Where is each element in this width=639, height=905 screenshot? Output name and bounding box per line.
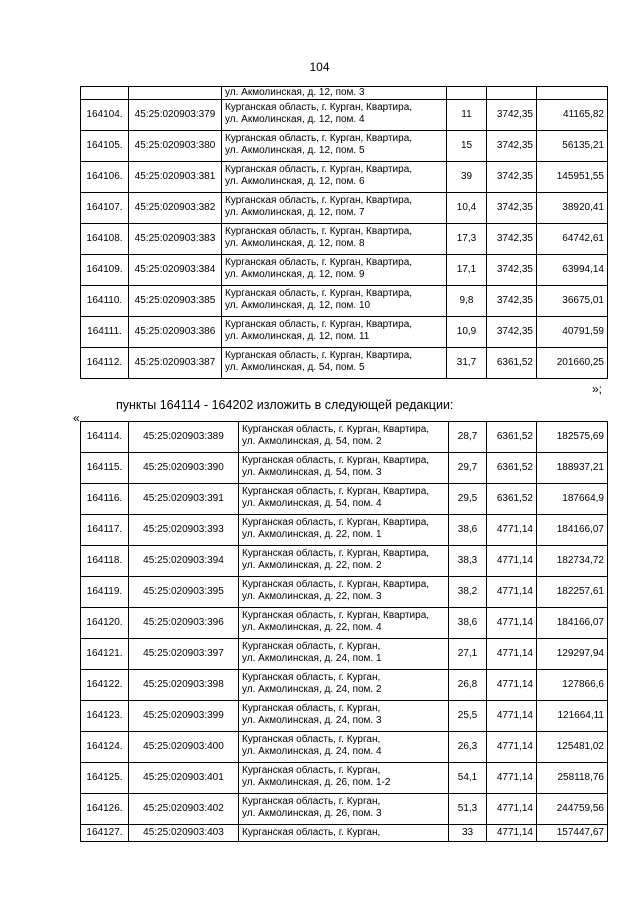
cell-address [222, 131, 447, 162]
address-line-2: ул. Акмолинская, д. 12, пом. 7 [225, 207, 365, 218]
table-row [81, 484, 608, 515]
cell-total: 182257,61 [537, 577, 608, 608]
address-line-1: Курганская область, г. Курган, Квартира, [225, 288, 413, 299]
cell-number: 164120. [81, 608, 129, 639]
address-line-1: Курганская область, г. Курган, Квартира, [225, 164, 413, 175]
cell-total: 56135,21 [537, 131, 608, 162]
table-row [81, 577, 608, 608]
address-line-1: Курганская область, г. Курган, Квартира, [225, 226, 413, 237]
cell-cadastral: 45:25:020903:403 [129, 825, 239, 842]
cell-area: 26,3 [449, 732, 487, 763]
cell-cadastral: 45:25:020903:393 [129, 515, 239, 546]
cell-address [239, 577, 449, 608]
cell-number: 164117. [81, 515, 129, 546]
cell-unit-cost: 6361,52 [487, 348, 537, 379]
cell-total: 182734,72 [537, 546, 608, 577]
cell-unit-cost: 4771,14 [487, 701, 537, 732]
address-line-1: Курганская область, г. Курган, [242, 641, 381, 652]
cell-area: 51,3 [449, 794, 487, 825]
amendment-instruction: пункты 164114 - 164202 изложить в следующей редакции: [116, 398, 454, 412]
table-row [81, 453, 608, 484]
cell-unit-cost: 3742,35 [487, 162, 537, 193]
cell-unit-cost: 4771,14 [487, 546, 537, 577]
cell-total: 36675,01 [537, 286, 608, 317]
cell-cadastral: 45:25:020903:386 [129, 317, 222, 348]
cell-cadastral: 45:25:020903:397 [129, 639, 239, 670]
cell-cadastral: 45:25:020903:398 [129, 670, 239, 701]
table-row [81, 100, 608, 131]
cell-address [239, 825, 449, 842]
cell-address [222, 255, 447, 286]
cell-area: 17,1 [447, 255, 487, 286]
cell-area: 33 [449, 825, 487, 842]
address-line-2: ул. Акмолинская, д. 22, пом. 4 [242, 622, 382, 633]
table-row [81, 193, 608, 224]
address-line-2: ул. Акмолинская, д. 12, пом. 4 [225, 114, 365, 125]
address-line-2: ул. Акмолинская, д. 26, пом. 3 [242, 808, 382, 819]
cell-cadastral: 45:25:020903:380 [129, 131, 222, 162]
address-line-2: ул. Акмолинская, д. 12, пом. 3 [225, 87, 365, 98]
address-line-2: ул. Акмолинская, д. 54, пом. 3 [242, 467, 382, 478]
cell-unit-cost [487, 87, 537, 100]
cell-number: 164104. [81, 100, 129, 131]
cell-address [239, 670, 449, 701]
cell-cadastral: 45:25:020903:396 [129, 608, 239, 639]
cell-address [239, 732, 449, 763]
address-line-1: Курганская область, г. Курган, Квартира, [242, 517, 430, 528]
cell-cadastral: 45:25:020903:394 [129, 546, 239, 577]
cell-unit-cost: 3742,35 [487, 317, 537, 348]
cell-number: 164105. [81, 131, 129, 162]
cell-number: 164125. [81, 763, 129, 794]
table-row [81, 162, 608, 193]
cell-area: 31,7 [447, 348, 487, 379]
cell-unit-cost: 3742,35 [487, 193, 537, 224]
cell-address [239, 794, 449, 825]
cell-number: 164124. [81, 732, 129, 763]
cell-area: 54,1 [449, 763, 487, 794]
address-line-1: Курганская область, г. Курган, Квартира, [242, 579, 430, 590]
cell-unit-cost: 3742,35 [487, 131, 537, 162]
cell-address [222, 100, 447, 131]
table-row [81, 422, 608, 453]
address-line-1: Курганская область, г. Курган, [242, 672, 381, 683]
cell-cadastral: 45:25:020903:399 [129, 701, 239, 732]
address-line-2: ул. Акмолинская, д. 54, пом. 5 [225, 362, 365, 373]
cell-total: 63994,14 [537, 255, 608, 286]
address-line-2: ул. Акмолинская, д. 24, пом. 3 [242, 715, 382, 726]
cell-total: 187664,9 [537, 484, 608, 515]
property-table-amended [80, 421, 608, 842]
closing-quote: »; [592, 382, 603, 396]
cell-unit-cost: 6361,52 [487, 453, 537, 484]
cell-total: 38920,41 [537, 193, 608, 224]
cell-total: 40791,59 [537, 317, 608, 348]
cell-unit-cost: 6361,52 [487, 484, 537, 515]
cell-number: 164119. [81, 577, 129, 608]
table-row [81, 732, 608, 763]
address-line-1: Курганская область, г. Курган, Квартира, [225, 102, 413, 113]
table-row [81, 317, 608, 348]
address-line-1: Курганская область, г. Курган, [242, 703, 381, 714]
cell-number: 164107. [81, 193, 129, 224]
cell-area: 29,5 [449, 484, 487, 515]
cell-cadastral: 45:25:020903:385 [129, 286, 222, 317]
table-row [81, 224, 608, 255]
cell-address [222, 224, 447, 255]
cell-cadastral: 45:25:020903:401 [129, 763, 239, 794]
cell-area: 39 [447, 162, 487, 193]
table-row [81, 131, 608, 162]
cell-area: 28,7 [449, 422, 487, 453]
cell-unit-cost: 4771,14 [487, 732, 537, 763]
cell-cadastral: 45:25:020903:395 [129, 577, 239, 608]
cell-cadastral: 45:25:020903:391 [129, 484, 239, 515]
address-line-2: ул. Акмолинская, д. 12, пом. 6 [225, 176, 365, 187]
cell-area: 10,9 [447, 317, 487, 348]
cell-total: 184166,07 [537, 608, 608, 639]
address-line-1: Курганская область, г. Курган, Квартира, [225, 133, 413, 144]
cell-number: 164123. [81, 701, 129, 732]
cell-number: 164112. [81, 348, 129, 379]
cell-number: 164126. [81, 794, 129, 825]
address-line-1: Курганская область, г. Курган, [242, 734, 381, 745]
address-line-2: ул. Акмолинская, д. 24, пом. 2 [242, 684, 382, 695]
cell-address [222, 348, 447, 379]
address-line-1: Курганская область, г. Курган, Квартира, [225, 350, 413, 361]
table-row [81, 286, 608, 317]
cell-address [239, 515, 449, 546]
address-line-2: ул. Акмолинская, д. 24, пом. 1 [242, 653, 382, 664]
address-line-2: ул. Акмолинская, д. 12, пом. 8 [225, 238, 365, 249]
table-row [81, 546, 608, 577]
address-line-1: Курганская область, г. Курган, [242, 796, 381, 807]
address-line-1: Курганская область, г. Курган, Квартира, [225, 319, 413, 330]
cell-address [222, 162, 447, 193]
table-row-continuation [81, 87, 608, 100]
table-row [81, 255, 608, 286]
cell-address [239, 546, 449, 577]
cell-cadastral [129, 87, 222, 100]
address-line-2: ул. Акмолинская, д. 12, пом. 10 [225, 300, 371, 311]
cell-area: 11 [447, 100, 487, 131]
address-line-2: ул. Акмолинская, д. 22, пом. 1 [242, 529, 382, 540]
cell-area: 29,7 [449, 453, 487, 484]
cell-cadastral: 45:25:020903:389 [129, 422, 239, 453]
address-line-2: ул. Акмолинская, д. 54, пом. 4 [242, 498, 382, 509]
cell-cadastral: 45:25:020903:400 [129, 732, 239, 763]
cell-address [239, 453, 449, 484]
cell-number: 164110. [81, 286, 129, 317]
cell-area: 17,3 [447, 224, 487, 255]
cell-total: 145951,55 [537, 162, 608, 193]
cell-total: 184166,07 [537, 515, 608, 546]
cell-number: 164115. [81, 453, 129, 484]
cell-area: 10,4 [447, 193, 487, 224]
address-line-1: Курганская область, г. Курган, Квартира, [225, 257, 413, 268]
cell-number: 164127. [81, 825, 129, 842]
table-row [81, 639, 608, 670]
cell-unit-cost: 3742,35 [487, 255, 537, 286]
cell-total: 244759,56 [537, 794, 608, 825]
address-line-2: ул. Акмолинская, д. 12, пом. 11 [225, 331, 370, 342]
cell-unit-cost: 4771,14 [487, 515, 537, 546]
cell-total: 157447,67 [537, 825, 608, 842]
cell-area: 9,8 [447, 286, 487, 317]
address-line-1: Курганская область, г. Курган, Квартира, [242, 486, 430, 497]
cell-cadastral: 45:25:020903:381 [129, 162, 222, 193]
cell-address [222, 193, 447, 224]
address-line-1: Курганская область, г. Курган, Квартира, [242, 424, 430, 435]
table-row [81, 608, 608, 639]
cell-number: 164116. [81, 484, 129, 515]
cell-area: 27,1 [449, 639, 487, 670]
address-line-1: Курганская область, г. Курган, [242, 765, 381, 776]
cell-unit-cost: 4771,14 [487, 794, 537, 825]
cell-number: 164111. [81, 317, 129, 348]
cell-unit-cost: 4771,14 [487, 608, 537, 639]
cell-address [239, 422, 449, 453]
cell-cadastral: 45:25:020903:383 [129, 224, 222, 255]
cell-address [239, 639, 449, 670]
cell-total [537, 87, 608, 100]
address-line-2: ул. Акмолинская, д. 26, пом. 1-2 [242, 777, 391, 788]
cell-total: 129297,94 [537, 639, 608, 670]
cell-number: 164118. [81, 546, 129, 577]
cell-number [81, 87, 129, 100]
cell-number: 164114. [81, 422, 129, 453]
address-line-1: Курганская область, г. Курган, [242, 827, 381, 838]
table-row [81, 515, 608, 546]
cell-unit-cost: 3742,35 [487, 286, 537, 317]
cell-total: 121664,11 [537, 701, 608, 732]
cell-total: 182575,69 [537, 422, 608, 453]
cell-cadastral: 45:25:020903:387 [129, 348, 222, 379]
cell-address [239, 484, 449, 515]
address-line-1: Курганская область, г. Курган, Квартира, [242, 548, 430, 559]
cell-cadastral: 45:25:020903:402 [129, 794, 239, 825]
address-line-1: Курганская область, г. Курган, Квартира, [242, 610, 430, 621]
table-row [81, 794, 608, 825]
address-line-2: ул. Акмолинская, д. 54, пом. 2 [242, 436, 382, 447]
table-row [81, 348, 608, 379]
address-line-1: Курганская область, г. Курган, Квартира, [242, 455, 430, 466]
table-row [81, 825, 608, 842]
cell-unit-cost: 4771,14 [487, 577, 537, 608]
cell-total: 125481,02 [537, 732, 608, 763]
cell-unit-cost: 6361,52 [487, 422, 537, 453]
cell-area: 25,5 [449, 701, 487, 732]
cell-area: 38,6 [449, 608, 487, 639]
cell-unit-cost: 4771,14 [487, 639, 537, 670]
cell-total: 41165,82 [537, 100, 608, 131]
cell-address [222, 317, 447, 348]
cell-unit-cost: 3742,35 [487, 100, 537, 131]
table-row [81, 763, 608, 794]
address-line-2: ул. Акмолинская, д. 22, пом. 2 [242, 560, 382, 571]
cell-number: 164109. [81, 255, 129, 286]
cell-total: 258118,76 [537, 763, 608, 794]
cell-total: 64742,61 [537, 224, 608, 255]
address-line-2: ул. Акмолинская, д. 12, пом. 9 [225, 269, 365, 280]
cell-area: 26,8 [449, 670, 487, 701]
opening-quote: « [73, 411, 80, 425]
cell-number: 164121. [81, 639, 129, 670]
cell-number: 164122. [81, 670, 129, 701]
cell-area: 38,3 [449, 546, 487, 577]
page-number: 104 [309, 60, 330, 74]
cell-area: 15 [447, 131, 487, 162]
property-table-continuation [80, 86, 608, 379]
cell-total: 188937,21 [537, 453, 608, 484]
cell-unit-cost: 3742,35 [487, 224, 537, 255]
table-row [81, 670, 608, 701]
address-line-1: Курганская область, г. Курган, Квартира, [225, 195, 413, 206]
address-line-2: ул. Акмолинская, д. 12, пом. 5 [225, 145, 365, 156]
cell-address [239, 608, 449, 639]
table-row [81, 701, 608, 732]
cell-cadastral: 45:25:020903:379 [129, 100, 222, 131]
cell-cadastral: 45:25:020903:390 [129, 453, 239, 484]
cell-address [239, 763, 449, 794]
cell-unit-cost: 4771,14 [487, 670, 537, 701]
cell-address [222, 87, 447, 100]
cell-number: 164108. [81, 224, 129, 255]
cell-unit-cost: 4771,14 [487, 763, 537, 794]
cell-cadastral: 45:25:020903:384 [129, 255, 222, 286]
cell-address [239, 701, 449, 732]
cell-total: 201660,25 [537, 348, 608, 379]
cell-address [222, 286, 447, 317]
address-line-2: ул. Акмолинская, д. 22, пом. 3 [242, 591, 382, 602]
cell-cadastral: 45:25:020903:382 [129, 193, 222, 224]
cell-area [447, 87, 487, 100]
cell-unit-cost: 4771,14 [487, 825, 537, 842]
cell-number: 164106. [81, 162, 129, 193]
cell-total: 127866,6 [537, 670, 608, 701]
address-line-2: ул. Акмолинская, д. 24, пом. 4 [242, 746, 382, 757]
cell-area: 38,6 [449, 515, 487, 546]
cell-area: 38,2 [449, 577, 487, 608]
